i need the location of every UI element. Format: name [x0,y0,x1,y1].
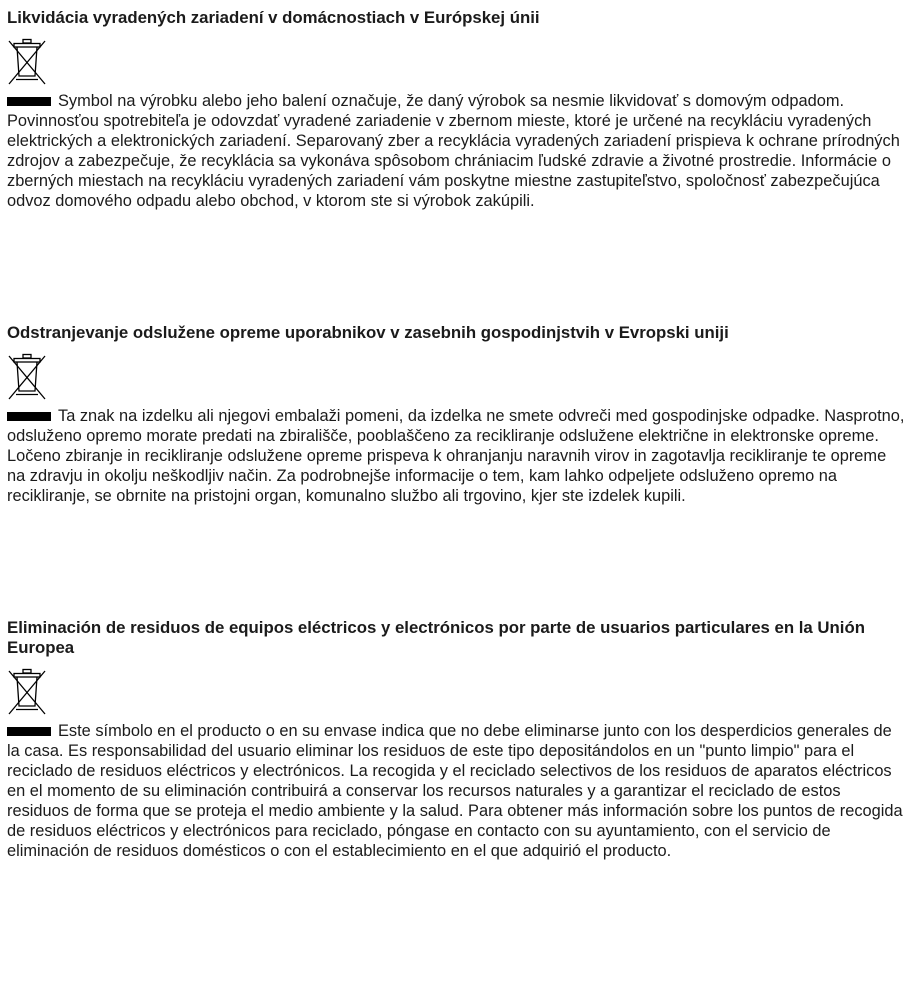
weee-section-spanish [7,618,906,861]
weee-black-bar-icon [7,412,51,421]
section-paragraph [7,721,906,861]
section-heading: Likvidácia vyradených zariadení v domácnostiach v Európskej únii [7,8,540,27]
crossed-out-wheeled-bin-icon [8,38,906,86]
weee-black-bar-icon [7,727,51,736]
weee-section-slovak [7,8,906,211]
crossed-out-wheeled-bin-icon [8,353,906,401]
section-paragraph [7,406,906,506]
section-body-text: Symbol na výrobku alebo jeho balení označuje, že daný výrobok sa nesmie likvidovať s domovým odpadom. Povinnosťou spotrebiteľa je odovzdať vyradené zariadenie v zbernom mieste, ktoré je určené na recykláciu vyradených elektrických a elektronických zariadení. Separovaný zber a recyklácia vyradených zariadení prispieva k ochrane prírodných zdrojov a zabezpečuje, že recyklácia sa vykonáva spôsobom chrániacim ľudské zdravie a životné prostredie. Informácie o zberných miestach na recykláciu vyradených zariadení vám poskytne miestne zastupiteľstvo, spoločnosť zabezpečujúca odvoz domového odpadu alebo obchod, v ktorom ste si výrobok zakúpili. [7,92,900,210]
section-paragraph [7,91,906,211]
weee-section-slovenian [7,323,906,506]
crossed-out-wheeled-bin-icon [8,668,906,716]
section-heading: Eliminación de residuos de equipos eléctricos y electrónicos por parte de usuarios particulares en la Unión Europea [7,618,865,657]
section-body-text: Ta znak na izdelku ali njegovi embalaži pomeni, da izdelka ne smete odvreči med gospodinjske odpadke. Nasprotno, odsluženo opremo morate predati na zbirališče, pooblaščeno za recikliranje odslužene električne in elektronske opreme. Ločeno zbiranje in recikliranje odslužene opreme prispeva k ohranjanju naravnih virov in zagotavlja recikliranje te opreme na zdravju in okolju neškodljiv način. Za podrobnejše informacije o tem, kam lahko odpeljete odsluženo opremo na recikliranje, se obrnite na pristojni organ, komunalno službo ali trgovino, kjer ste izdelek kupili. [7,407,905,505]
weee-black-bar-icon [7,97,51,106]
section-body-text: Este símbolo en el producto o en su envase indica que no debe eliminarse junto con los desperdicios generales de la casa. Es responsabilidad del usuario eliminar los residuos de este tipo depositándolos en un "punto limpio" para el reciclado de residuos eléctricos y electrónicos. La recogida y el reciclado selectivos de los residuos de aparatos eléctricos en el momento de su eliminación contribuirá a conservar los recursos naturales y a garantizar el reciclado de estos residuos de forma que se proteja el medio ambiente y la salud. Para obtener más información sobre los puntos de recogida de residuos eléctricos y electrónicos para reciclado, póngase en contacto con su ayuntamiento, con el servicio de eliminación de residuos domésticos o con el establecimiento en el que adquirió el producto. [7,722,903,860]
section-heading: Odstranjevanje odslužene opreme uporabnikov v zasebnih gospodinjstvih v Evropski uniji [7,323,729,342]
